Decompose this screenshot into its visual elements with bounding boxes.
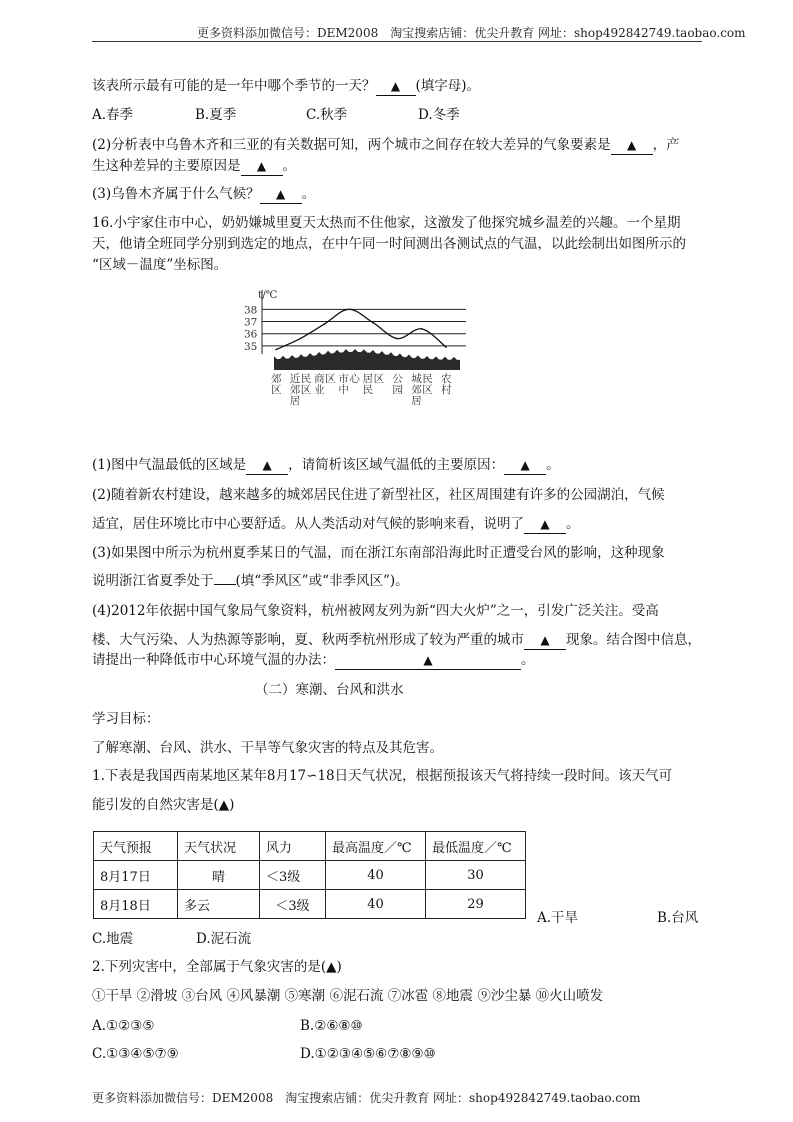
question-text: 。	[521, 652, 535, 668]
question-16-3-line2	[92, 572, 409, 590]
x-category-label: 农村	[441, 373, 452, 396]
weather-table	[93, 831, 526, 919]
question-text: (2)分析表中乌鲁木齐和三亚的有关数据可知，两个城市之间存在较大差异的气象要素是	[92, 137, 611, 153]
question-season-stem: 该表所示最有可能的是一年中哪个季节的一天？	[92, 78, 376, 94]
triangle-mark: ▲	[276, 187, 286, 201]
triangle-mark: ▲	[540, 633, 550, 647]
answer-blank[interactable]	[524, 515, 566, 534]
question-text: 。	[301, 186, 316, 202]
q1-option-c: C.地震	[92, 931, 134, 947]
triangle-mark: ▲	[520, 458, 530, 472]
x-category-label: 居民区	[362, 373, 385, 396]
question-16-4-line1: (4)2012年依据中国气象局气象资料，杭州被网友列为新“四大火炉”之一，引发广泛关注。受高	[92, 603, 659, 619]
question-text: 现象。结合图中信息，	[566, 632, 701, 648]
question-text: (3)乌鲁木齐属于什么气候？	[92, 186, 260, 202]
question-text: 。	[546, 457, 560, 473]
option-b: B.夏季	[195, 107, 237, 123]
answer-blank[interactable]	[241, 157, 283, 176]
x-category-label: 公园	[392, 373, 403, 396]
answer-blank[interactable]	[214, 584, 236, 585]
x-category-label: 市中心	[338, 373, 360, 396]
option-c: C.秋季	[306, 107, 348, 123]
question-text: ，请简析该区域气温低的主要原因：	[288, 457, 505, 473]
table-cell: 8月17日	[94, 861, 178, 890]
question-16-1	[92, 456, 560, 475]
x-category-label: 商业区	[314, 373, 336, 396]
option-d: D.冬季	[418, 107, 460, 123]
table-cell: 30	[426, 861, 526, 890]
table-cell: 晴	[178, 861, 260, 890]
table-cell: 29	[426, 890, 526, 919]
question-text: 。	[566, 516, 580, 532]
question-15-2-line2	[92, 157, 296, 176]
table-header-cell: 天气预报	[94, 832, 178, 861]
triangle-mark: ▲	[256, 159, 267, 173]
q1-option-d: D.泥石流	[196, 931, 252, 947]
q1-option-b: B.台风	[657, 910, 699, 926]
triangle-mark: ▲	[262, 458, 272, 472]
table-header-cell: 天气状况	[178, 832, 260, 861]
question-text: (填“季风区”或“非季风区”)。	[235, 573, 409, 589]
question-text: ，产	[652, 137, 680, 153]
option-a: A.春季	[92, 107, 134, 123]
q2-option-c: C.①③④⑤⑦⑨	[92, 1046, 179, 1062]
question-16-4-line3	[92, 651, 535, 670]
answer-blank[interactable]	[611, 136, 653, 155]
y-axis-label: t/℃	[258, 289, 278, 301]
triangle-mark: ▲	[390, 79, 401, 93]
triangle-mark: ▲	[423, 653, 433, 667]
table-header-cell: 风力	[260, 832, 326, 861]
answer-blank[interactable]	[504, 456, 546, 475]
question-16-line1: 16.小宇家住市中心，奶奶嫌城里夏天太热而不住他家，这激发了他探究城乡温差的兴趣。一个星期	[92, 215, 681, 231]
question-text: 。	[282, 158, 296, 174]
question-2-items: ①干旱 ②滑坡 ③台风 ④风暴潮 ⑤寒潮 ⑥泥石流 ⑦冰雹 ⑧地震 ⑨沙尘暴 ⑩火山喷发	[92, 988, 604, 1004]
triangle-mark: ▲	[627, 138, 637, 152]
table-row	[94, 861, 526, 890]
question-16-3-line1: (3)如果图中所示为杭州夏季某日的气温，而在浙江东南部沿海此时正遭受台风的影响，这种现象	[92, 545, 665, 561]
question-season	[92, 77, 480, 96]
x-category-label: 城郊居民区	[411, 373, 433, 407]
page-header: 更多资料添加微信号：DEM2008 淘宝搜索店铺：优尖升教育 网址：shop492842749.taobao.com	[197, 26, 746, 40]
question-text: 生这种差异的主要原因是	[92, 158, 241, 174]
learning-goal-label: 学习目标：	[92, 711, 160, 727]
ground-silhouette	[274, 349, 460, 370]
question-16-2-line2	[92, 515, 580, 534]
table-cell: 40	[326, 890, 426, 919]
q1-option-a: A.干旱	[537, 910, 579, 926]
temperature-curve	[276, 309, 446, 349]
question-2-stem: 2.下列灾害中，全部属于气象灾害的是(▲)	[92, 959, 342, 975]
page-footer: 更多资料添加微信号：DEM2008 淘宝搜索店铺：优尖升教育 网址：shop492842749.taobao.com	[92, 1091, 641, 1105]
question-1-line1: 1.下表是我国西南某地区某年8月17∽18日天气状况，根据预报该天气将持续一段时间。该天气可	[92, 768, 673, 784]
q2-option-d: D.①②③④⑤⑥⑦⑧⑨⑩	[300, 1046, 436, 1062]
answer-blank[interactable]	[524, 631, 566, 650]
question-1-line2: 能引发的自然灾害是(▲)	[92, 797, 235, 813]
table-header-row	[94, 832, 526, 861]
question-16-line2: 天，他请全班同学分别到选定的地点，在中午同一时间测出各测试点的气温，以此绘制出如图所示的	[92, 236, 686, 252]
question-text: 说明浙江省夏季处于	[92, 573, 214, 589]
y-tick-label: 35	[244, 340, 258, 353]
table-cell: ＜3级	[260, 861, 326, 890]
question-15-2-line1	[92, 136, 680, 155]
x-category-label: 郊区	[271, 373, 282, 396]
y-tick-label: 36	[244, 328, 258, 341]
question-16-4-line2	[92, 631, 701, 650]
question-season-tail: (填字母)。	[415, 78, 481, 94]
section-title: （二）寒潮、台风和洪水	[255, 682, 404, 698]
x-category-label: 近郊居民区	[289, 373, 312, 407]
table-cell: ＜3级	[260, 890, 326, 919]
y-tick-label: 37	[244, 316, 258, 329]
answer-blank[interactable]	[260, 185, 302, 204]
question-16-2-line1: (2)随着新农村建设，越来越多的城郊居民住进了新型社区，社区周围建有许多的公园湖泊，气候	[92, 487, 665, 503]
table-header-cell: 最低温度／℃	[426, 832, 526, 861]
table-cell: 多云	[178, 890, 260, 919]
triangle-mark: ▲	[540, 517, 550, 531]
q2-option-a: A.①②③⑤	[92, 1018, 155, 1034]
table-header-cell: 最高温度／℃	[326, 832, 426, 861]
answer-blank[interactable]	[335, 651, 521, 670]
question-text: (1)图中气温最低的区域是	[92, 457, 247, 473]
question-16-line3: “区域－温度”坐标图。	[92, 257, 228, 273]
learning-goal-text: 了解寒潮、台风、洪水、干旱等气象灾害的特点及其危害。	[92, 740, 443, 756]
question-text: 楼、大气污染、人为热源等影响，夏、秋两季杭州形成了较为严重的城市	[92, 632, 524, 648]
y-tick-label: 38	[244, 304, 258, 317]
table-cell: 40	[326, 861, 426, 890]
table-cell: 8月18日	[94, 890, 178, 919]
question-15-3	[92, 185, 315, 204]
question-text: 适宜，居住环境比市中心要舒适。从人类活动对气候的影响来看，说明了	[92, 516, 524, 532]
temperature-region-chart	[238, 282, 476, 412]
answer-blank[interactable]	[376, 77, 416, 96]
q2-option-b: B.②⑥⑧⑩	[300, 1018, 363, 1034]
header-rule	[92, 41, 702, 42]
table-row	[94, 890, 526, 919]
question-text: 请提出一种降低市中心环境气温的办法：	[92, 652, 335, 668]
answer-blank[interactable]	[246, 456, 288, 475]
